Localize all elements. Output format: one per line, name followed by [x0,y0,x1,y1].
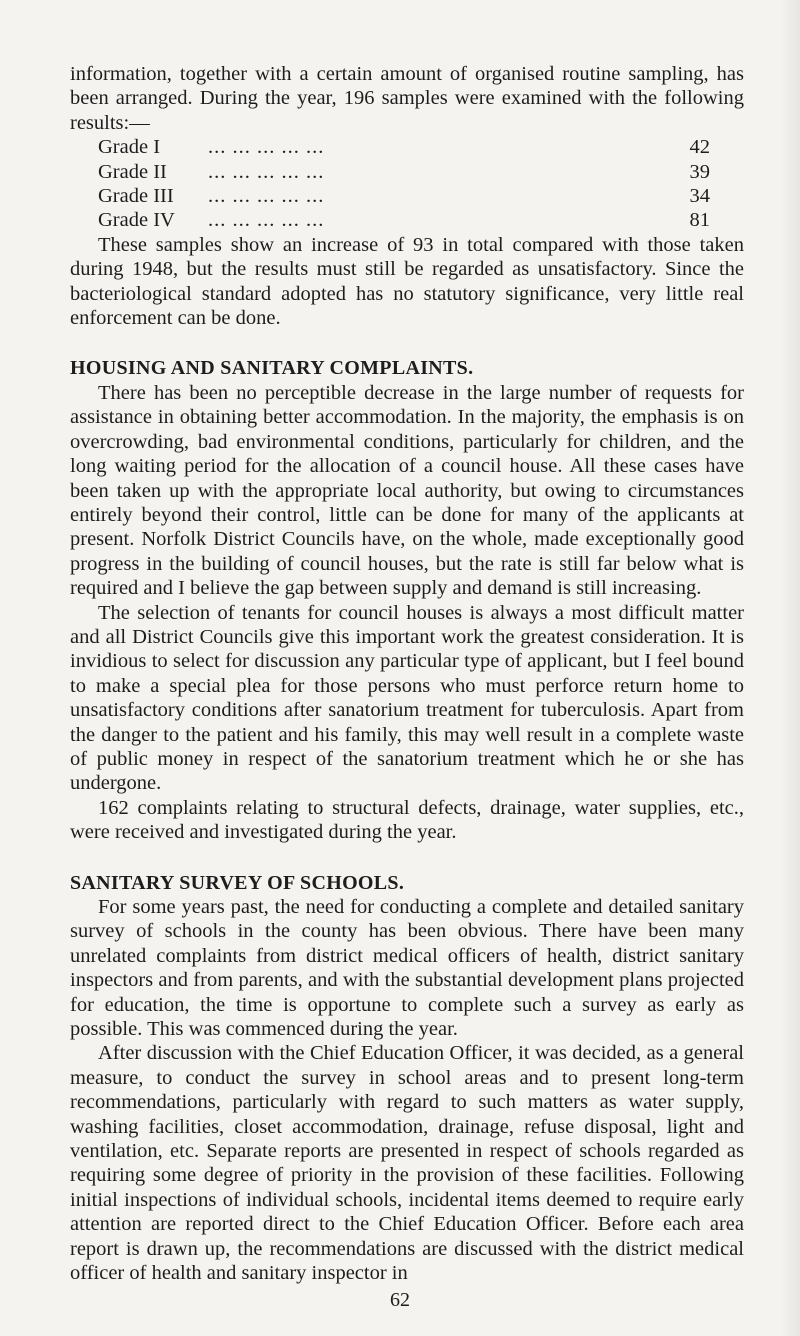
grade-results-list [98,135,710,233]
grade-row [98,135,710,159]
grade-label: Grade III [98,185,174,208]
leader-dots: ... ... ... ... ... [208,185,325,208]
schools-heading: SANITARY SURVEY OF SCHOOLS. [70,871,405,894]
housing-paragraph: There has been no perceptible decrease in the large number of requests for assistance in obtaining better accommodation. In the majority, the emphasis is on overcrowding, bad environmental conditions, particularly for children, and the long waiting period for the allocation of a council house. All these cases have been taken up with the appropriate local authority, but owing to circumstances entirely beyond their control, little can be done for many of the applicants at present. Norfolk District Councils have, on the whole, made exceptionally good progress in the building of council houses, but the rate is still far below what is required and I believe the gap between supply and demand is still increasing. [70,381,744,600]
grade-value: 39 [689,160,710,183]
grade-label: Grade I [98,136,161,159]
intro-paragraph: information, together with a certain amount of organised routine sampling, has been arranged. During the year, 196 samples were examined with the following results:— [70,63,744,134]
page-number: 62 [390,1289,410,1311]
housing-heading: HOUSING AND SANITARY COMPLAINTS. [70,357,474,380]
schools-paragraph: After discussion with the Chief Education Officer, it was decided, as a general measure, to conduct the survey in school areas and to present long-term recommendations, particularly with regard to such matters as water supply, washing facilities, closet accommodation, drainage, refuse disposal, light and ventilation, etc. Separate reports are presented in respect of schools regarded as requiring some degree of priority in the provision of these facilities. Following initial inspections of individual schools, incidental items deemed to require early attention are reported direct to the Chief Education Officer. Before each area report is drawn up, the recommendations are discussed with the district medical officer of health and sanitary inspector in [70,1042,744,1285]
grade-value: 81 [689,209,710,232]
grade-row [98,184,710,208]
grade-value: 42 [689,136,710,159]
leader-dots: ... ... ... ... ... [208,160,325,183]
grade-row [98,208,710,232]
housing-paragraph: The selection of tenants for council houses is always a most difficult matter and all District Councils give this important work the greatest consideration. It is invidious to select for discussion any particular type of applicant, but I feel bound to make a special plea for those persons who must perforce return home to unsatisfactory conditions after sanatorium treatment for tuberculosis. Apart from the danger to the patient and his family, this may well result in a complete waste of public money in respect of the sanatorium treatment which he or she has undergone. [70,601,744,795]
housing-paragraph: 162 complaints relating to structural defects, drainage, water supplies, etc., were received and investigated during the year. [70,796,744,844]
leader-dots: ... ... ... ... ... [208,209,325,232]
grade-label: Grade II [98,160,167,183]
grade-label: Grade IV [98,209,175,232]
grade-value: 34 [689,185,710,208]
schools-paragraph: For some years past, the need for conducting a complete and detailed sanitary survey of schools in the county has been obvious. There have been many unrelated complaints from district medical officers of health, district sanitary inspectors and from parents, and with the substantial development plans projected for education, the time is opportune to complete such a survey as early as possible. This was commenced during the year. [70,896,744,1041]
leader-dots: ... ... ... ... ... [208,136,325,159]
grade-row [98,160,710,184]
samples-paragraph: These samples show an increase of 93 in total compared with those taken during 1948, but the results must still be regarded as unsatisfactory. Since the bacteriological standard adopted has no statutory significance, very little real enforcement can be done. [70,233,744,330]
